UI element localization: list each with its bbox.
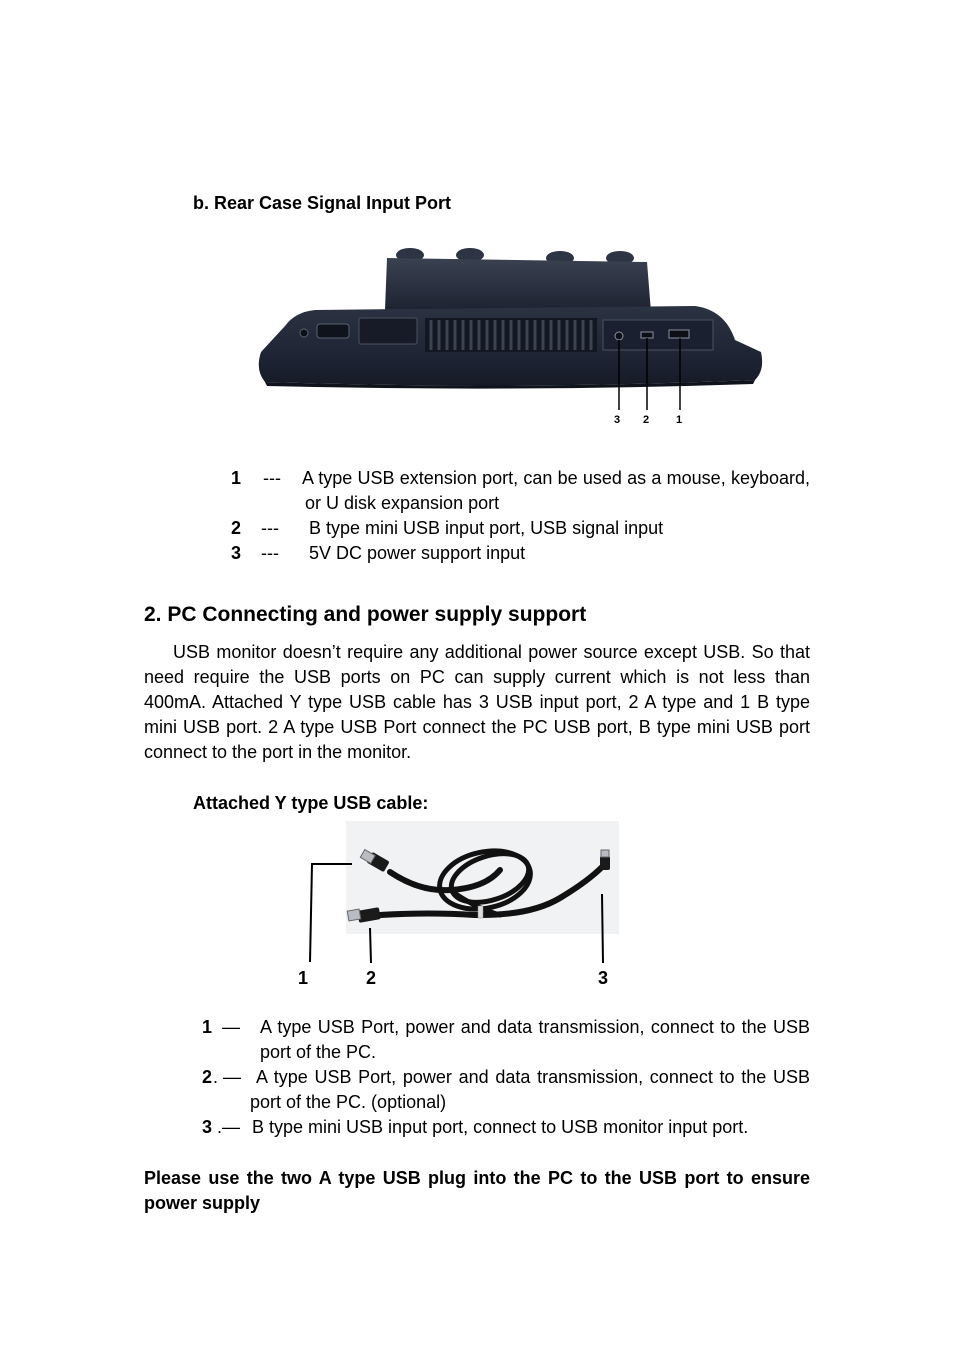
item-number: 2 xyxy=(202,1067,213,1087)
cable-callout-1: 1 xyxy=(298,968,309,988)
rear-callout-2: 2 xyxy=(643,414,650,426)
monitor-rear-image xyxy=(255,240,765,440)
item-separator: . — xyxy=(213,1067,242,1087)
power-supply-note: Please use the two A type USB plug into the PC to the USB port to ensure power supply xyxy=(144,1168,810,1213)
cable-title: Attached Y type USB cable: xyxy=(193,793,429,813)
item-separator: .— xyxy=(217,1117,241,1137)
section-paragraph: USB monitor doesn’t require any additional power source except USB. So that need require the USB ports on PC can supply current which is not less than 400mA. Attached Y type USB cable has 3 USB input port, 2 A type and 1 B type mini USB port. 2 A type USB Port connect the PC USB port, B type mini USB port connect to the port in the monitor. xyxy=(144,642,810,762)
rear-callout-1: 1 xyxy=(676,414,683,426)
list-item xyxy=(231,541,811,566)
item-number: 3 xyxy=(202,1117,213,1137)
item-number: 1 xyxy=(231,468,242,488)
cable-figure xyxy=(300,820,625,970)
item-number: 1 xyxy=(202,1017,213,1037)
section-heading: 2. PC Connecting and power supply support xyxy=(144,603,587,626)
item-number: 2 xyxy=(231,518,242,538)
rear-callout-3: 3 xyxy=(614,414,621,426)
cable-port-list xyxy=(202,1015,812,1145)
section-b-title: b. Rear Case Signal Input Port xyxy=(193,193,452,213)
list-item xyxy=(231,516,811,541)
item-text: 5V DC power support input xyxy=(309,543,526,563)
monitor-rear-figure xyxy=(255,240,765,440)
item-text: A type USB Port, power and data transmission, connect to the USB port of the PC. (optional) xyxy=(250,1067,810,1112)
item-separator: --- xyxy=(261,518,279,538)
item-text: B type mini USB input port, connect to USB monitor input port. xyxy=(252,1117,749,1137)
cable-callout-3: 3 xyxy=(598,968,609,988)
item-text: A type USB extension port, can be used as a mouse, keyboard, or U disk expansion port xyxy=(302,468,810,513)
cable-callout-2: 2 xyxy=(366,968,377,988)
item-separator: --- xyxy=(263,468,281,488)
rear-port-list xyxy=(231,466,811,566)
item-text: A type USB Port, power and data transmission, connect to the USB port of the PC. xyxy=(260,1017,810,1062)
item-separator: --- xyxy=(261,543,279,563)
usb-cable-image xyxy=(300,820,625,970)
list-item xyxy=(231,466,811,516)
item-separator: — xyxy=(222,1017,240,1037)
item-number: 3 xyxy=(231,543,242,563)
item-text: B type mini USB input port, USB signal input xyxy=(309,518,664,538)
